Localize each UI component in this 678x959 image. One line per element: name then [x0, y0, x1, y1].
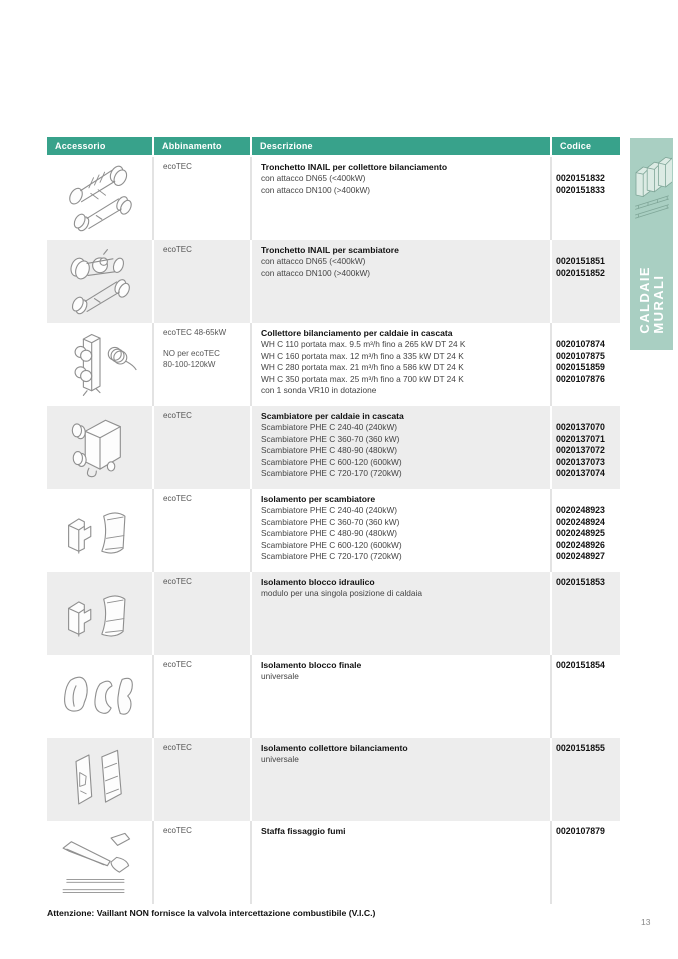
description-line: Scambiatore PHE C 240-40 (240kW) [261, 505, 398, 516]
abbinamento-line: ecoTEC [163, 245, 192, 254]
abbinamento-line: ecoTEC [163, 494, 192, 503]
codice-cell [550, 157, 620, 240]
code-value: 0020248923 [556, 505, 605, 516]
table-row [47, 572, 620, 655]
description-line: con attacco DN100 (>400kW) [261, 267, 371, 278]
descrizione-cell [250, 489, 550, 572]
abbinamento-cell [152, 406, 250, 489]
accessory-image-cell [47, 572, 152, 655]
category-tab-label [638, 266, 666, 334]
descrizione-cell [250, 572, 550, 655]
descrizione-cell [250, 655, 550, 738]
codice-cell [550, 572, 620, 655]
description-line: modulo per una singola posizione di caldaia [261, 588, 422, 599]
code-value: 0020248927 [556, 551, 605, 562]
abbinamento-line: 80-100-120kW [163, 359, 216, 369]
code-value: 0020137072 [556, 445, 605, 456]
codice-cell [550, 489, 620, 572]
description-lines [261, 754, 544, 765]
description-line: universale [261, 754, 299, 765]
code-value: 0020151855 [556, 743, 605, 753]
codice-cell [550, 821, 620, 904]
abbinamento-line: ecoTEC [163, 660, 192, 669]
category-tab-label-line2: MURALI [650, 275, 666, 334]
code-value: 0020151853 [556, 577, 605, 587]
abbinamento-cell [152, 489, 250, 572]
abbinamento-cell [152, 240, 250, 323]
description-line: Scambiatore PHE C 480-90 (480kW) [261, 528, 398, 539]
description-line: Scambiatore PHE C 600-120 (600kW) [261, 539, 402, 550]
description-lines [261, 671, 544, 682]
abbinamento-line: NO per ecoTEC [163, 349, 220, 358]
abbinamento-line: ecoTEC 48-65kW [163, 328, 227, 337]
description-line: WH C 160 portata max. 12 m³/h fino a 335 kW DT 24 K [261, 350, 464, 361]
cascade-boilers-icon [632, 143, 672, 231]
code-value: 0020248925 [556, 528, 605, 539]
code-value: 0020137074 [556, 468, 605, 479]
description-line: Scambiatore PHE C 720-170 (720kW) [261, 468, 402, 479]
abbinamento-cell [152, 572, 250, 655]
accessory-image-cell [47, 655, 152, 738]
table-row [47, 655, 620, 738]
description-line: Scambiatore PHE C 480-90 (480kW) [261, 445, 398, 456]
insulation-end-shells-icon [54, 660, 146, 732]
table-row [47, 406, 620, 489]
footer-warning: Attenzione: Vaillant NON fornisce la valvola intercettazione combustibile (V.I.C.) [47, 908, 376, 918]
column-header-codice: Codice [550, 137, 620, 155]
insulation-panels-icon [54, 743, 146, 815]
description-line: con 1 sonda VR10 in dotazione [261, 385, 377, 396]
table-body [47, 157, 620, 904]
code-value: 0020137071 [556, 433, 605, 444]
description-lines [261, 339, 544, 396]
description-lines [261, 588, 544, 599]
description-line: universale [261, 671, 299, 682]
description-title: Staffa fissaggio fumi [261, 826, 346, 836]
descrizione-cell [250, 240, 550, 323]
description-title: Isolamento per scambiatore [261, 494, 376, 504]
description-lines [261, 505, 544, 562]
flanged-pipes-pump-icon [54, 245, 146, 317]
accessories-table [47, 137, 620, 904]
description-title: Isolamento blocco finale [261, 660, 362, 670]
code-value: 0020151851 [556, 256, 605, 267]
table-row [47, 157, 620, 240]
abbinamento-line: ecoTEC [163, 577, 192, 586]
category-tab-label-line1: CALDAIE [636, 266, 652, 334]
description-title: Collettore bilanciamento per caldaie in cascata [261, 328, 453, 338]
description-line: Scambiatore PHE C 600-120 (600kW) [261, 456, 402, 467]
accessory-image-cell [47, 738, 152, 821]
abbinamento-cell [152, 821, 250, 904]
insulation-shells-icon [54, 577, 146, 649]
code-value: 0020151832 [556, 173, 605, 184]
code-value: 0020107874 [556, 339, 605, 350]
description-title: Tronchetto INAIL per scambiatore [261, 245, 399, 255]
accessory-image-cell [47, 157, 152, 240]
codice-cell [550, 240, 620, 323]
description-line: WH C 110 portata max. 9.5 m³/h fino a 265 kW DT 24 K [261, 339, 466, 350]
abbinamento-line: ecoTEC [163, 162, 192, 171]
flue-bracket-icon [54, 826, 146, 898]
description-title: Isolamento collettore bilanciamento [261, 743, 408, 753]
table-row [47, 821, 620, 904]
descrizione-cell [250, 157, 550, 240]
column-header-accessorio: Accessorio [47, 137, 152, 155]
code-value: 0020248924 [556, 516, 605, 527]
table-row [47, 240, 620, 323]
description-title: Scambiatore per caldaie in cascata [261, 411, 404, 421]
flanged-pipes-branched-icon [54, 162, 146, 234]
plate-heat-exchanger-icon [54, 411, 146, 483]
descrizione-cell [250, 406, 550, 489]
accessory-image-cell [47, 240, 152, 323]
table-row [47, 738, 620, 821]
codice-cell [550, 655, 620, 738]
code-value: 0020151859 [556, 362, 605, 373]
description-lines [261, 256, 544, 279]
cascade-collector-icon [54, 328, 146, 400]
code-value: 0020107875 [556, 350, 605, 361]
descrizione-cell [250, 821, 550, 904]
accessory-image-cell [47, 489, 152, 572]
description-lines [261, 422, 544, 479]
codice-cell [550, 738, 620, 821]
descrizione-cell [250, 323, 550, 406]
description-lines [261, 173, 544, 196]
abbinamento-line [163, 339, 250, 350]
code-value: 0020248926 [556, 539, 605, 550]
code-value: 0020151833 [556, 184, 605, 195]
description-line: con attacco DN65 (<400kW) [261, 256, 366, 267]
code-value: 0020151852 [556, 267, 605, 278]
page-number: 13 [641, 917, 651, 927]
column-header-abbinamento: Abbinamento [152, 137, 250, 155]
description-line: con attacco DN100 (>400kW) [261, 184, 371, 195]
abbinamento-line: ecoTEC [163, 411, 192, 420]
description-title: Isolamento blocco idraulico [261, 577, 375, 587]
accessory-image-cell [47, 821, 152, 904]
codice-cell [550, 323, 620, 406]
code-value: 0020107876 [556, 373, 605, 384]
code-value: 0020137070 [556, 422, 605, 433]
category-tab-caldaie-murali [630, 138, 673, 350]
description-line: Scambiatore PHE C 360-70 (360 kW) [261, 433, 400, 444]
abbinamento-cell [152, 655, 250, 738]
description-line: Scambiatore PHE C 360-70 (360 kW) [261, 516, 400, 527]
table-header-row [47, 137, 620, 155]
description-line: WH C 280 portata max. 21 m³/h fino a 586 kW DT 24 K [261, 362, 464, 373]
abbinamento-line: ecoTEC [163, 826, 192, 835]
description-line: Scambiatore PHE C 240-40 (240kW) [261, 422, 398, 433]
code-value: 0020151854 [556, 660, 605, 670]
abbinamento-cell [152, 323, 250, 406]
description-line: Scambiatore PHE C 720-170 (720kW) [261, 551, 402, 562]
abbinamento-line: ecoTEC [163, 743, 192, 752]
description-title: Tronchetto INAIL per collettore bilanciamento [261, 162, 448, 172]
descrizione-cell [250, 738, 550, 821]
accessory-image-cell [47, 406, 152, 489]
table-row [47, 323, 620, 406]
code-value: 0020137073 [556, 456, 605, 467]
table-row [47, 489, 620, 572]
insulation-shells-icon [54, 494, 146, 566]
codice-cell [550, 406, 620, 489]
abbinamento-cell [152, 738, 250, 821]
description-line: con attacco DN65 (<400kW) [261, 173, 366, 184]
abbinamento-cell [152, 157, 250, 240]
description-line: WH C 350 portata max. 25 m³/h fino a 700 kW DT 24 K [261, 373, 464, 384]
code-value: 0020107879 [556, 826, 605, 836]
column-header-descrizione: Descrizione [250, 137, 550, 155]
accessory-image-cell [47, 323, 152, 406]
